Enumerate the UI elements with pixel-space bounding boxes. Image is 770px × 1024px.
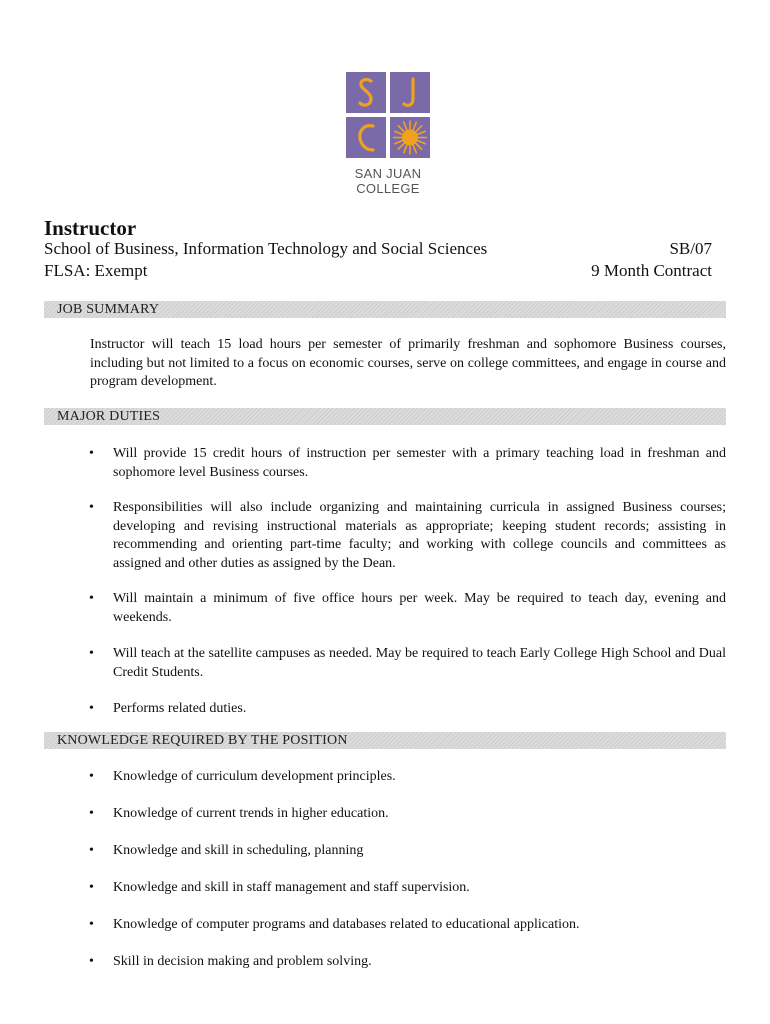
section-heading-major-duties: MAJOR DUTIES xyxy=(44,408,726,425)
section-heading-job-summary: JOB SUMMARY xyxy=(44,301,726,318)
knowledge-item: Knowledge of current trends in higher education. xyxy=(113,806,389,821)
logo-tile-sun xyxy=(390,117,430,158)
contract-type: 9 Month Contract xyxy=(591,261,712,280)
department-name: School of Business, Information Technology and Social Sciences xyxy=(44,239,488,258)
bullet-icon: • xyxy=(89,591,94,606)
bullet-icon: • xyxy=(89,880,94,895)
job-title: Instructor xyxy=(44,216,137,240)
logo-letter-c-icon xyxy=(346,117,386,158)
bullet-icon: • xyxy=(89,954,94,969)
duty-item: Will maintain a minimum of five office hours per week. May be required to teach day, evening and weekends. xyxy=(113,591,726,625)
duty-item: Performs related duties. xyxy=(113,701,247,716)
duty-item: Will teach at the satellite campuses as needed. May be required to teach Early College High School and Dual Credit Students. xyxy=(113,646,726,680)
logo-tile-j xyxy=(390,72,430,113)
flsa-status: FLSA: Exempt xyxy=(44,261,148,280)
bullet-icon: • xyxy=(89,500,94,515)
bullet-icon: • xyxy=(89,646,94,661)
section-heading-knowledge: KNOWLEDGE REQUIRED BY THE POSITION xyxy=(44,732,726,749)
knowledge-item: Knowledge and skill in scheduling, planning xyxy=(113,843,364,858)
duty-item: Will provide 15 credit hours of instruction per semester with a primary teaching load in freshman and sophomore level Business courses. xyxy=(113,446,726,480)
logo-tile-s xyxy=(346,72,386,113)
position-code: SB/07 xyxy=(669,239,712,258)
bullet-icon: • xyxy=(89,843,94,858)
bullet-icon: • xyxy=(89,806,94,821)
bullet-icon: • xyxy=(89,769,94,784)
bullet-icon: • xyxy=(89,917,94,932)
logo-letter-j-icon xyxy=(390,72,430,113)
knowledge-item: Skill in decision making and problem solving. xyxy=(113,954,372,969)
bullet-icon: • xyxy=(89,446,94,461)
sun-icon xyxy=(390,117,430,158)
duty-item: Responsibilities will also include organizing and maintaining curricula in assigned Business courses; developing and revising instructional materials as appropriate; keeping student records; assisting in recommending and orienting part-time faculty; and working with college councils and committees as assigned and other duties as assigned by the Dean. xyxy=(113,500,726,571)
logo-tile-c xyxy=(346,117,386,158)
job-summary-text: Instructor will teach 15 load hours per semester of primarily freshman and sophomore Business courses, including but not limited to a focus on economic courses, serve on college committees, and engage in course and program development. xyxy=(90,337,726,389)
knowledge-item: Knowledge of curriculum development principles. xyxy=(113,769,396,784)
logo-college-name: SAN JUAN COLLEGE xyxy=(354,166,422,196)
bullet-icon: • xyxy=(89,701,94,716)
knowledge-item: Knowledge and skill in staff management and staff supervision. xyxy=(113,880,470,895)
logo-grid xyxy=(346,72,430,158)
logo-letter-s-icon xyxy=(346,72,386,113)
knowledge-item: Knowledge of computer programs and databases related to educational application. xyxy=(113,917,580,932)
